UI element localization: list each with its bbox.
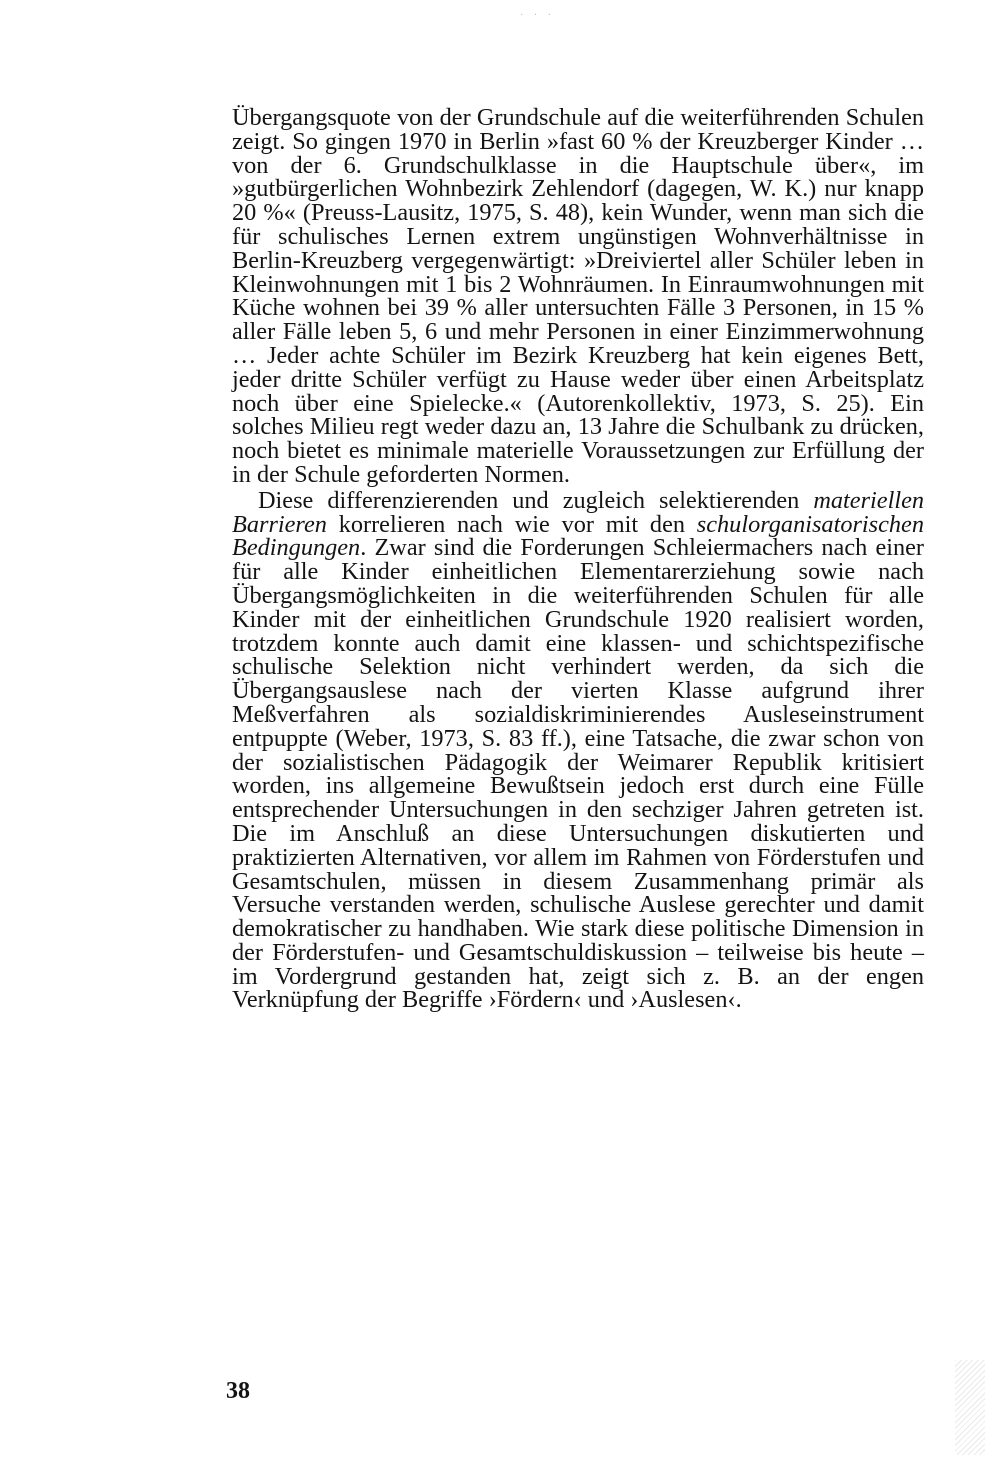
paragraph-text: Diese differenzierenden und zugleich selektierenden: [258, 486, 814, 514]
page-number: 38: [226, 1378, 250, 1404]
scan-artifact-mark: [955, 1360, 985, 1455]
paragraph-text: korrelieren nach wie vor mit den: [326, 510, 697, 538]
scan-artifact-dots: · · ·: [520, 10, 555, 21]
body-text: [232, 106, 924, 1012]
paragraph-text: Übergangsquote von der Grundschule auf die weiterführenden Schulen zeigt. So gingen 1970 in Berlin »fast 60 % der Kreuzberger Kinder … von der 6. Grundschulklasse in die Hauptschule über«, im »gutbürgerlichen Wohnbezirk Zehlendorf (dagegen, W. K.) nur knapp 20 %« (Preuss-Lausitz, 1975, S. 48), kein Wunder, wenn man sich die für schulisches Lernen extrem ungünstigen Wohnverhältnisse in Berlin-Kreuzberg vergegenwärtigt: »Dreiviertel aller Schüler leben in Kleinwohnungen mit 1 bis 2 Wohnräumen. In Einraumwohnungen mit Küche wohnen bei 39 % aller untersuchten Fälle 3 Personen, in 15 % aller Fälle leben 5, 6 und mehr Personen in einer Einzimmerwohnung … Jeder achte Schüler im Bezirk Kreuzberg hat kein eigenes Bett, jeder dritte Schüler verfügt zu Hause weder über einen Arbeitsplatz noch über eine Spielecke.« (Autorenkollektiv, 1973, S. 25). Ein solches Milieu regt weder dazu an, 13 Jahre die Schulbank zu drücken, noch bietet es minimale materielle Voraussetzungen zur Erfüllung der in der Schule geforderten Normen.: [232, 104, 924, 488]
emphasis-text: materiellen Barrieren: [232, 486, 924, 538]
emphasis-text: schulorganisatorischen Bedingungen: [232, 510, 924, 562]
paragraph: [232, 106, 924, 487]
paragraph: [232, 486, 924, 1014]
paragraph-text: . Zwar sind die Forderungen Schleiermachers nach einer für alle Kinder einheitlichen Elementarerziehung sowie nach Übergangsmöglichkeiten in die weiterführenden Schulen für alle Kinder mit der einheitlichen Grundschule 1920 realisiert worden, trotzdem konnte auch damit eine klassen- und schichtspezifische schulische Selektion nicht verhindert werden, da sich die Übergangsauslese nach der vierten Klasse aufgrund ihrer Meßverfahren als sozialdiskriminierendes Ausleseinstrument entpuppte (Weber, 1973, S. 83 ff.), eine Tatsache, die zwar schon von der sozialistischen Pädagogik der Weimarer Republik kritisiert worden, ins allgemeine Bewußtsein jedoch erst durch eine Fülle entsprechender Untersuchungen in den sechziger Jahren getreten ist. Die im Anschluß an diese Untersuchungen diskutierten und praktizierten Alternativen, vor allem im Rahmen von Förderstufen und Gesamtschulen, müssen in diesem Zusammenhang primär als Versuche verstanden werden, schulische Auslese gerechter und damit demokratischer zu handhaben. Wie stark diese politische Dimension in der Förderstufen- und Gesamtschuldiskussion – teilweise bis heute – im Vordergrund gestanden hat, zeigt sich z. B. an der engen Verknüpfung der Begriffe ›Fördern‹ und ›Auslesen‹.: [232, 534, 924, 1014]
